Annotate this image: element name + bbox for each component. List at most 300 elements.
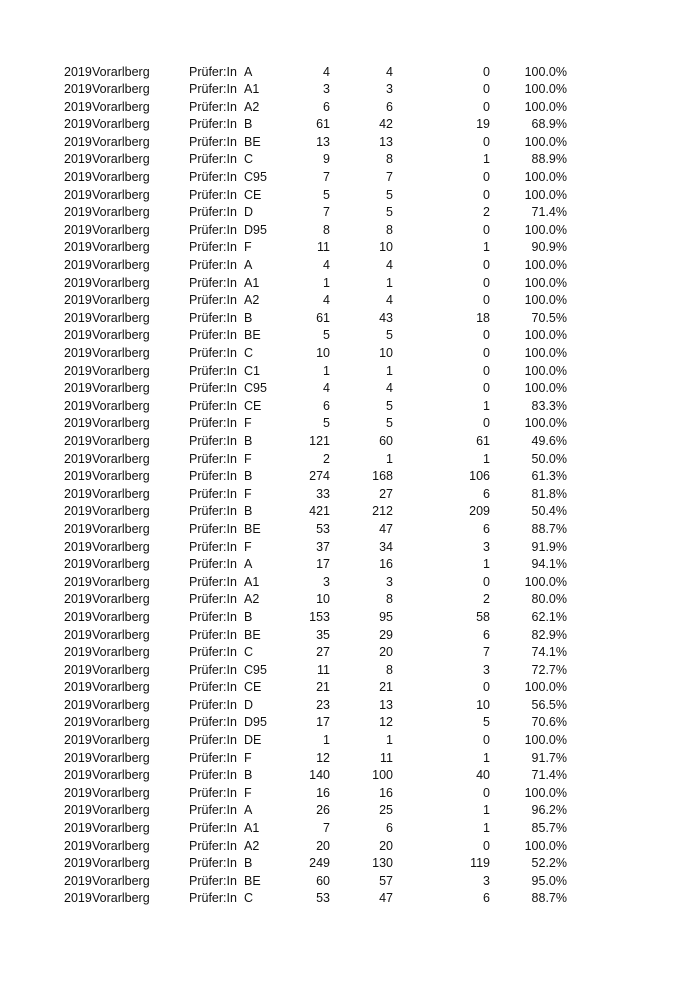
table-row [0,116,700,134]
table-row [0,679,700,697]
total-count-cell: 61 [316,310,330,325]
total-count-cell: 10 [316,346,330,360]
role-cell: Prüfer:In [189,170,237,185]
total-count-cell: 11 [317,662,330,677]
failed-count-cell: 2 [483,592,490,607]
passed-count-cell: 5 [386,205,393,220]
role-cell: Prüfer:In [189,328,237,343]
region-cell: Vorarlberg [92,275,150,290]
region-cell: Vorarlberg [92,381,150,396]
pass-rate-cell: 100.0% [524,82,567,97]
failed-count-cell: 0 [483,346,490,360]
total-count-cell: 274 [309,469,330,484]
license-class-cell: B [244,609,253,624]
year-cell: 2019 [64,134,92,149]
table-row [0,415,700,433]
passed-count-cell: 57 [379,873,393,888]
license-class-cell: B [244,433,253,448]
region-cell: Vorarlberg [92,134,150,149]
region-cell: Vorarlberg [92,99,150,114]
table-row [0,187,700,205]
region-cell: Vorarlberg [92,733,150,748]
total-count-cell: 23 [316,697,330,712]
year-cell: 2019 [64,346,92,360]
total-count-cell: 13 [316,134,330,149]
pass-rate-cell: 100.0% [524,363,567,378]
region-cell: Vorarlberg [92,486,150,501]
license-class-cell: C [244,152,254,167]
failed-count-cell: 2 [483,205,490,220]
pass-rate-cell: 88.7% [531,521,567,536]
year-cell: 2019 [64,381,92,396]
region-cell: Vorarlberg [92,293,150,308]
passed-count-cell: 5 [386,328,393,343]
table-row [0,802,700,820]
table-row [0,222,700,240]
table-row [0,327,700,345]
total-count-cell: 4 [323,293,330,308]
total-count-cell: 37 [316,539,330,554]
role-cell: Prüfer:In [189,275,237,290]
table-row [0,750,700,768]
license-class-cell: D [244,205,254,220]
table-row [0,697,700,715]
license-class-cell: BE [244,627,261,642]
region-cell: Vorarlberg [92,170,150,185]
table-row [0,64,700,82]
total-count-cell: 12 [316,750,330,765]
failed-count-cell: 7 [483,645,490,660]
role-cell: Prüfer:In [189,715,237,730]
failed-count-cell: 106 [469,469,490,484]
failed-count-cell: 3 [483,539,490,554]
region-cell: Vorarlberg [92,152,150,167]
pass-rate-cell: 68.9% [531,117,567,132]
failed-count-cell: 58 [476,609,490,624]
year-cell: 2019 [64,117,92,132]
failed-count-cell: 6 [483,891,490,906]
total-count-cell: 35 [316,627,330,642]
passed-count-cell: 168 [372,469,393,484]
failed-count-cell: 5 [483,715,490,730]
year-cell: 2019 [64,838,92,853]
passed-count-cell: 100 [372,768,393,783]
role-cell: Prüfer:In [189,856,237,871]
year-cell: 2019 [64,785,92,800]
role-cell: Prüfer:In [189,803,237,818]
failed-count-cell: 1 [483,152,490,167]
year-cell: 2019 [64,715,92,730]
region-cell: Vorarlberg [92,645,150,660]
role-cell: Prüfer:In [189,310,237,325]
year-cell: 2019 [64,275,92,290]
total-count-cell: 9 [323,152,330,167]
table-row [0,838,700,856]
role-cell: Prüfer:In [189,416,237,431]
table-row [0,468,700,486]
total-count-cell: 4 [323,64,330,79]
total-count-cell: 2 [323,451,330,466]
year-cell: 2019 [64,856,92,871]
pass-rate-cell: 100.0% [524,838,567,853]
region-cell: Vorarlberg [92,416,150,431]
passed-count-cell: 130 [372,856,393,871]
role-cell: Prüfer:In [189,346,237,360]
table-row [0,732,700,750]
pass-rate-cell: 72.7% [531,662,567,677]
failed-count-cell: 0 [483,293,490,308]
year-cell: 2019 [64,574,92,589]
passed-count-cell: 8 [386,152,393,167]
pass-rate-cell: 71.4% [531,205,567,220]
region-cell: Vorarlberg [92,205,150,220]
pass-rate-cell: 49.6% [531,433,567,448]
pass-rate-cell: 100.0% [524,258,567,273]
table-row [0,767,700,785]
year-cell: 2019 [64,697,92,712]
table-row [0,820,700,838]
table-row [0,310,700,328]
region-cell: Vorarlberg [92,680,150,695]
region-cell: Vorarlberg [92,873,150,888]
passed-count-cell: 25 [379,803,393,818]
region-cell: Vorarlberg [92,117,150,132]
total-count-cell: 53 [316,521,330,536]
pass-rate-cell: 95.0% [531,873,567,888]
passed-count-cell: 5 [386,398,393,413]
region-cell: Vorarlberg [92,521,150,536]
region-cell: Vorarlberg [92,328,150,343]
pass-rate-cell: 56.5% [531,697,567,712]
year-cell: 2019 [64,539,92,554]
pass-rate-cell: 62.1% [531,609,567,624]
failed-count-cell: 0 [483,416,490,431]
passed-count-cell: 11 [380,750,393,765]
pass-rate-cell: 100.0% [524,733,567,748]
license-class-cell: BE [244,134,261,149]
pass-rate-cell: 100.0% [524,275,567,290]
passed-count-cell: 5 [386,416,393,431]
license-class-cell: B [244,856,253,871]
passed-count-cell: 16 [379,785,393,800]
passed-count-cell: 1 [386,733,393,748]
total-count-cell: 7 [323,170,330,185]
license-class-cell: BE [244,521,261,536]
pass-rate-cell: 100.0% [524,785,567,800]
role-cell: Prüfer:In [189,117,237,132]
pass-rate-cell: 80.0% [531,592,567,607]
region-cell: Vorarlberg [92,222,150,237]
license-class-cell: A2 [244,838,260,853]
role-cell: Prüfer:In [189,363,237,378]
table-row [0,151,700,169]
total-count-cell: 8 [323,222,330,237]
year-cell: 2019 [64,398,92,413]
passed-count-cell: 42 [379,117,393,132]
license-class-cell: A2 [244,592,260,607]
year-cell: 2019 [64,873,92,888]
failed-count-cell: 40 [476,768,490,783]
passed-count-cell: 6 [386,99,393,114]
pass-rate-cell: 71.4% [531,768,567,783]
region-cell: Vorarlberg [92,574,150,589]
year-cell: 2019 [64,64,92,79]
failed-count-cell: 0 [483,328,490,343]
passed-count-cell: 1 [386,275,393,290]
role-cell: Prüfer:In [189,469,237,484]
total-count-cell: 3 [323,82,330,97]
role-cell: Prüfer:In [189,539,237,554]
license-class-cell: A [244,64,253,79]
role-cell: Prüfer:In [189,838,237,853]
license-class-cell: A [244,557,253,572]
passed-count-cell: 1 [386,451,393,466]
license-class-cell: CE [244,680,262,695]
passed-count-cell: 13 [379,697,393,712]
table-row [0,134,700,152]
total-count-cell: 10 [316,592,330,607]
passed-count-cell: 7 [386,170,393,185]
pass-rate-cell: 100.0% [524,328,567,343]
license-class-cell: BE [244,328,261,343]
role-cell: Prüfer:In [189,451,237,466]
passed-count-cell: 4 [386,64,393,79]
year-cell: 2019 [64,363,92,378]
year-cell: 2019 [64,609,92,624]
table-row [0,503,700,521]
passed-count-cell: 20 [379,645,393,660]
failed-count-cell: 6 [483,521,490,536]
license-class-cell: D [244,697,254,712]
passed-count-cell: 47 [379,891,393,906]
region-cell: Vorarlberg [92,64,150,79]
pass-rate-cell: 100.0% [524,99,567,114]
total-count-cell: 1 [323,275,330,290]
role-cell: Prüfer:In [189,433,237,448]
role-cell: Prüfer:In [189,873,237,888]
total-count-cell: 249 [309,856,330,871]
data-table [0,64,700,909]
region-cell: Vorarlberg [92,469,150,484]
region-cell: Vorarlberg [92,398,150,413]
failed-count-cell: 1 [483,821,490,836]
pass-rate-cell: 100.0% [524,293,567,308]
role-cell: Prüfer:In [189,222,237,237]
table-row [0,486,700,504]
region-cell: Vorarlberg [92,592,150,607]
license-class-cell: B [244,117,253,132]
license-class-cell: A1 [244,574,260,589]
pass-rate-cell: 96.2% [531,803,567,818]
table-row [0,855,700,873]
region-cell: Vorarlberg [92,768,150,783]
license-class-cell: A1 [244,275,260,290]
passed-count-cell: 43 [379,310,393,325]
year-cell: 2019 [64,750,92,765]
passed-count-cell: 12 [379,715,393,730]
license-class-cell: CE [244,398,262,413]
license-class-cell: F [244,416,252,431]
pass-rate-cell: 70.5% [531,310,567,325]
license-class-cell: C95 [244,662,267,677]
license-class-cell: C95 [244,170,267,185]
failed-count-cell: 19 [476,117,490,132]
passed-count-cell: 212 [372,504,393,519]
role-cell: Prüfer:In [189,258,237,273]
total-count-cell: 1 [323,733,330,748]
year-cell: 2019 [64,240,92,255]
region-cell: Vorarlberg [92,451,150,466]
year-cell: 2019 [64,733,92,748]
pass-rate-cell: 100.0% [524,64,567,79]
failed-count-cell: 10 [476,697,490,712]
region-cell: Vorarlberg [92,697,150,712]
pass-rate-cell: 90.9% [531,240,567,255]
license-class-cell: F [244,750,252,765]
license-class-cell: B [244,310,253,325]
region-cell: Vorarlberg [92,891,150,906]
year-cell: 2019 [64,451,92,466]
failed-count-cell: 0 [483,574,490,589]
region-cell: Vorarlberg [92,557,150,572]
passed-count-cell: 1 [386,363,393,378]
region-cell: Vorarlberg [92,258,150,273]
failed-count-cell: 0 [483,258,490,273]
table-row [0,398,700,416]
failed-count-cell: 1 [483,750,490,765]
passed-count-cell: 95 [379,609,393,624]
year-cell: 2019 [64,152,92,167]
role-cell: Prüfer:In [189,557,237,572]
failed-count-cell: 6 [483,627,490,642]
table-row [0,556,700,574]
year-cell: 2019 [64,891,92,906]
total-count-cell: 6 [323,398,330,413]
failed-count-cell: 0 [483,381,490,396]
pass-rate-cell: 74.1% [531,645,567,660]
total-count-cell: 5 [323,328,330,343]
failed-count-cell: 0 [483,187,490,202]
passed-count-cell: 8 [386,662,393,677]
role-cell: Prüfer:In [189,768,237,783]
pass-rate-cell: 94.1% [531,557,567,572]
year-cell: 2019 [64,99,92,114]
year-cell: 2019 [64,433,92,448]
passed-count-cell: 47 [379,521,393,536]
role-cell: Prüfer:In [189,609,237,624]
table-row [0,275,700,293]
table-row [0,714,700,732]
license-class-cell: C [244,891,254,906]
region-cell: Vorarlberg [92,856,150,871]
total-count-cell: 20 [316,838,330,853]
total-count-cell: 140 [309,768,330,783]
license-class-cell: C [244,645,254,660]
total-count-cell: 17 [316,715,330,730]
table-row [0,890,700,908]
role-cell: Prüfer:In [189,205,237,220]
license-class-cell: B [244,504,253,519]
role-cell: Prüfer:In [189,785,237,800]
role-cell: Prüfer:In [189,627,237,642]
total-count-cell: 11 [317,240,330,255]
total-count-cell: 60 [316,873,330,888]
license-class-cell: C [244,346,254,360]
table-row [0,591,700,609]
year-cell: 2019 [64,222,92,237]
table-row [0,785,700,803]
passed-count-cell: 20 [379,838,393,853]
license-class-cell: B [244,469,253,484]
license-class-cell: F [244,539,252,554]
license-class-cell: BE [244,873,261,888]
total-count-cell: 33 [316,486,330,501]
year-cell: 2019 [64,170,92,185]
region-cell: Vorarlberg [92,539,150,554]
passed-count-cell: 4 [386,258,393,273]
pass-rate-cell: 91.7% [531,750,567,765]
pass-rate-cell: 83.3% [531,398,567,413]
total-count-cell: 53 [316,891,330,906]
role-cell: Prüfer:In [189,697,237,712]
passed-count-cell: 29 [379,627,393,642]
pass-rate-cell: 100.0% [524,381,567,396]
region-cell: Vorarlberg [92,504,150,519]
role-cell: Prüfer:In [189,152,237,167]
region-cell: Vorarlberg [92,433,150,448]
pass-rate-cell: 100.0% [524,187,567,202]
role-cell: Prüfer:In [189,733,237,748]
region-cell: Vorarlberg [92,627,150,642]
year-cell: 2019 [64,293,92,308]
total-count-cell: 26 [316,803,330,818]
role-cell: Prüfer:In [189,662,237,677]
passed-count-cell: 34 [379,539,393,554]
passed-count-cell: 10 [379,240,393,255]
table-row [0,539,700,557]
role-cell: Prüfer:In [189,574,237,589]
passed-count-cell: 4 [386,293,393,308]
pass-rate-cell: 88.7% [531,891,567,906]
total-count-cell: 5 [323,416,330,431]
year-cell: 2019 [64,557,92,572]
license-class-cell: A [244,258,253,273]
year-cell: 2019 [64,486,92,501]
pass-rate-cell: 61.3% [531,469,567,484]
region-cell: Vorarlberg [92,346,150,360]
region-cell: Vorarlberg [92,750,150,765]
region-cell: Vorarlberg [92,715,150,730]
region-cell: Vorarlberg [92,662,150,677]
failed-count-cell: 61 [476,433,490,448]
failed-count-cell: 6 [483,486,490,501]
total-count-cell: 4 [323,258,330,273]
license-class-cell: B [244,768,253,783]
year-cell: 2019 [64,803,92,818]
pass-rate-cell: 88.9% [531,152,567,167]
total-count-cell: 7 [323,821,330,836]
failed-count-cell: 0 [483,82,490,97]
pass-rate-cell: 81.8% [531,486,567,501]
pass-rate-cell: 50.4% [531,504,567,519]
passed-count-cell: 16 [379,557,393,572]
year-cell: 2019 [64,680,92,695]
pass-rate-cell: 50.0% [531,451,567,466]
role-cell: Prüfer:In [189,486,237,501]
failed-count-cell: 1 [483,240,490,255]
failed-count-cell: 0 [483,785,490,800]
passed-count-cell: 8 [386,222,393,237]
